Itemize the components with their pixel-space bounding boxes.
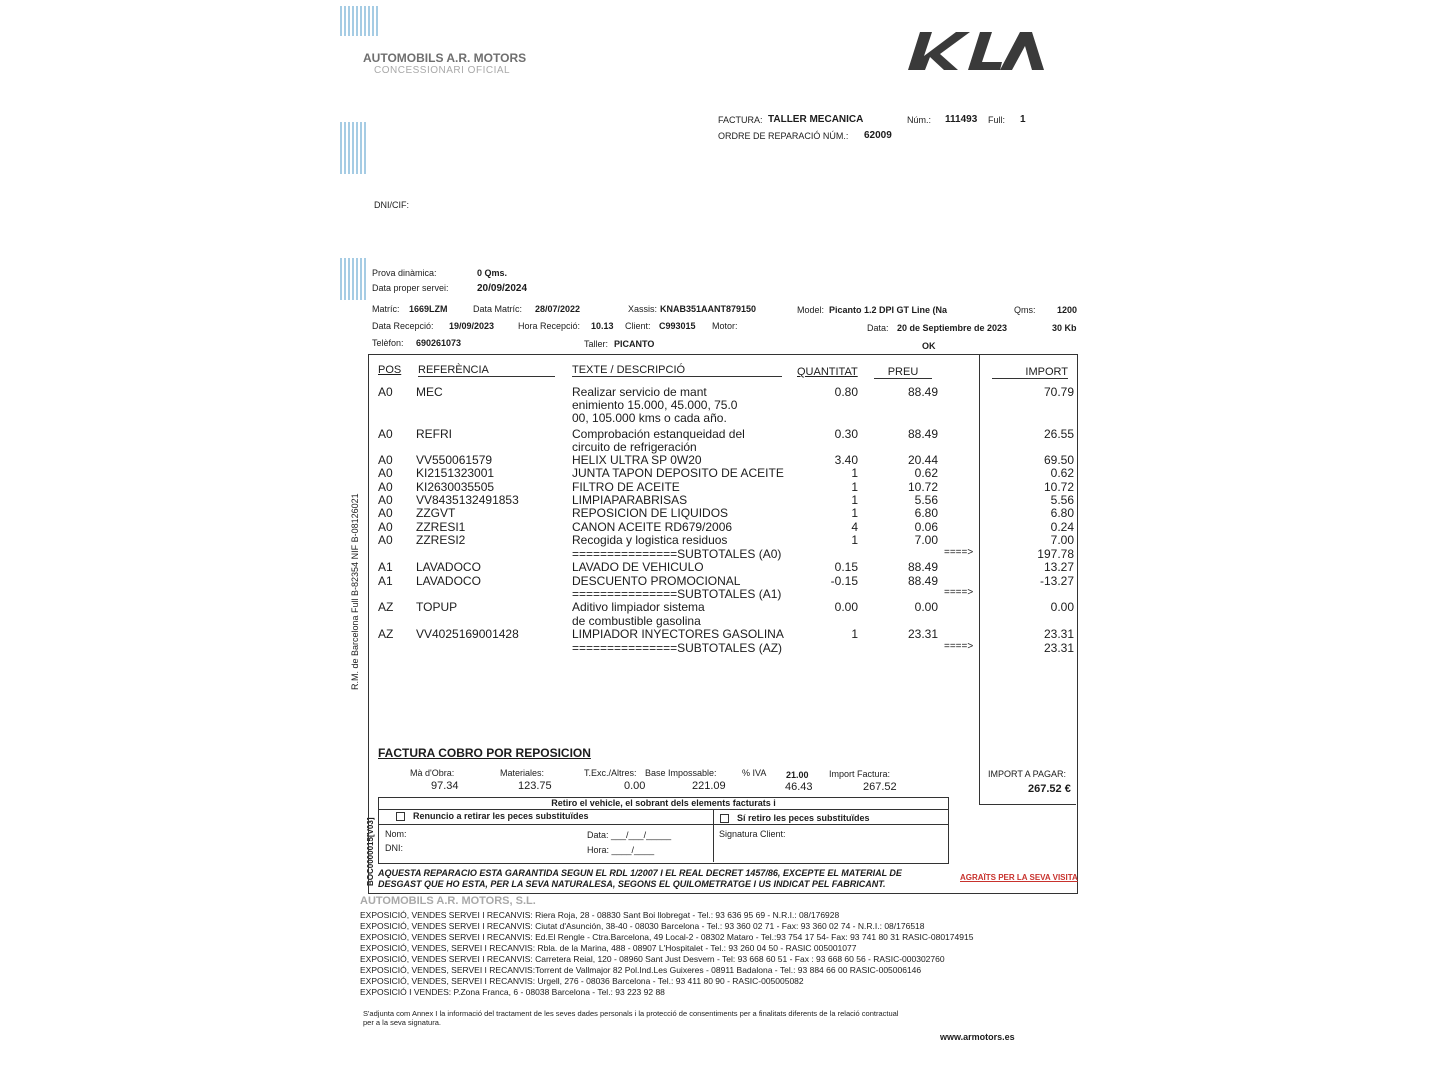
line-ref: KI2630035505 — [416, 480, 495, 494]
line-desc: Comprobación estanqueidad del — [572, 427, 745, 441]
line-desc: CANON ACEITE RD679/2006 — [572, 520, 733, 534]
matric-value: 1669LZM — [409, 304, 448, 314]
line-ref: VV8435132491853 — [416, 493, 519, 507]
footer-address-line: EXPOSICIÓ, VENDES, SERVEI I RECANVIS: Urgell, 276 - 08036 Barcelona - Tel.: 93 411 80 90 - RASIC-005005082 — [360, 976, 804, 986]
model-label: Model: — [797, 305, 825, 315]
order-value: 62009 — [864, 130, 892, 141]
line-price: 88.49 — [907, 574, 938, 588]
line-ref: LAVADOCO — [416, 560, 481, 574]
client-label: Client: — [625, 321, 651, 331]
line-imp: 0.62 — [1050, 466, 1074, 480]
line-imp: 0.24 — [1050, 520, 1074, 534]
telefon-value: 690261073 — [416, 338, 462, 348]
line-qty: 1 — [851, 466, 858, 480]
line-qty: 0.15 — [834, 560, 858, 574]
kia-logo — [904, 26, 1046, 74]
line-desc: LIMPIADOR INYECTORES GASOLINA — [572, 627, 784, 641]
line-ref: REFRI — [416, 427, 452, 441]
qms-value: 1200 — [1057, 305, 1078, 315]
line-desc: REPOSICION DE LIQUIDOS — [572, 506, 729, 520]
line-imp: 6.80 — [1050, 506, 1074, 520]
kb-value: 30 Kb — [1052, 323, 1077, 333]
dni-field-label: DNI: — [385, 843, 403, 853]
line-ref: VV4025169001428 — [416, 627, 519, 641]
line-pos: A1 — [378, 574, 393, 588]
prova-value: 0 Qms. — [477, 268, 508, 278]
date-label: Data: — [867, 323, 889, 333]
line-pos: A0 — [378, 466, 393, 480]
line-price: 88.49 — [907, 427, 938, 441]
retiro-date-field[interactable] — [587, 830, 671, 840]
line-desc: Realizar servicio de mant — [572, 385, 707, 399]
line-qty: 0.00 — [834, 600, 858, 614]
base-value: 221.09 — [692, 780, 726, 792]
line-desc: circuito de refrigeración — [572, 440, 697, 454]
line-pos: A0 — [378, 480, 393, 494]
line-desc: Recogida y logistica residuos — [572, 533, 728, 547]
registry-text: R.M. de Barcelona Full B-82354 NIF B-08126021 — [350, 493, 360, 690]
si-retiro-option[interactable] — [720, 813, 870, 823]
ok-value: OK — [922, 341, 936, 351]
footer-address-line: EXPOSICIÓ, VENDES SERVEI I RECANVIS: Carretera Reial, 120 - 08960 Sant Just Desvern - Tel: 93 668 60 51 - Fax : 93 668 60 56 - RASIC-000302760 — [360, 954, 945, 964]
line-price: 5.56 — [914, 493, 938, 507]
line-price: 7.00 — [914, 533, 938, 547]
iva-label: % IVA — [742, 768, 767, 778]
line-imp: 23.31 — [1043, 627, 1074, 641]
line-imp: 13.27 — [1043, 560, 1074, 574]
motor-label: Motor: — [712, 321, 738, 331]
line-desc: 00, 105.000 kms o cada año. — [572, 411, 727, 425]
line-qty: 1 — [851, 506, 858, 520]
line-price: 0.06 — [914, 520, 938, 534]
invoice-type-label: FACTURA: — [718, 115, 763, 125]
col-qty: QUANTITAT — [797, 366, 858, 378]
line-price: 20.44 — [907, 453, 938, 467]
guarantee-line-1: AQUESTA REPARACIO ESTA GARANTIDA SEGUN EL RDL 1/2007 I EL REAL DECRET 1457/86, EXCEPTE EL MATERIAL DE — [378, 868, 902, 878]
retiro-date-label: Data: — [587, 830, 609, 840]
scan-mark — [340, 6, 378, 36]
qms-label: Qms: — [1014, 305, 1036, 315]
invoice-num-label: Núm.: — [907, 115, 932, 125]
privacy-line-1: S'adjunta com Annex I la informació del tractament de les seves dades personals i la protecció de consentiments per a finalitats diferents de la relació contractual — [363, 1009, 899, 1018]
xassis-label: Xassis: — [628, 304, 658, 314]
line-desc: enimiento 15.000, 45.000, 75.0 — [572, 398, 738, 412]
texc-value: 0.00 — [624, 780, 646, 792]
line-imp: 7.00 — [1050, 533, 1074, 547]
line-pos: A0 — [378, 493, 393, 507]
footer-address-line: EXPOSICIÓ, VENDES SERVEI I RECANVIS: Ciutat d'Asunción, 38-40 - 08030 Barcelona - Tel.: 93 360 02 71 - Fax: 93 360 02 74 - N.R.I.: 08/176518 — [360, 921, 925, 931]
line-imp: 70.79 — [1043, 385, 1074, 399]
line-desc: DESCUENTO PROMOCIONAL — [572, 574, 741, 588]
si-retiro-checkbox[interactable] — [720, 814, 729, 823]
line-desc: ===============SUBTOTALES (AZ) — [572, 641, 783, 655]
line-qty: 1 — [851, 533, 858, 547]
line-price: 0.00 — [914, 600, 938, 614]
hora-label: Hora Recepció: — [518, 321, 581, 331]
retiro-divider — [378, 809, 948, 810]
line-price: 0.62 — [914, 466, 938, 480]
invoice-num-value: 111493 — [945, 114, 978, 125]
line-pos: AZ — [378, 600, 394, 614]
line-desc: ===============SUBTOTALES (A0) — [572, 547, 782, 561]
signature-label: Signatura Client: — [719, 829, 786, 839]
privacy-line-2: per a la seva signatura. — [363, 1018, 441, 1027]
import-factura-label: Import Factura: — [829, 769, 891, 779]
company-name: AUTOMOBILS A.R. MOTORS — [363, 51, 527, 65]
dni-label: DNI/CIF: — [374, 200, 409, 210]
line-imp: 197.78 — [1037, 547, 1074, 561]
line-price: 88.49 — [907, 385, 938, 399]
retiro-divider-2 — [378, 824, 948, 825]
line-ref: TOPUP — [416, 600, 458, 614]
telefon-label: Telèfon: — [372, 338, 404, 348]
si-retiro-label: Sí retiro les peces substituïdes — [737, 813, 870, 823]
line-price: 10.72 — [907, 480, 938, 494]
nom-label: Nom: — [385, 829, 407, 839]
client-value: C993015 — [659, 321, 696, 331]
texc-label: T.Exc./Altres: — [584, 768, 637, 778]
renuncio-option[interactable] — [396, 811, 589, 821]
line-qty: 4 — [851, 520, 858, 534]
retiro-date-blank: ___/___/_____ — [611, 830, 672, 840]
thanks-text: AGRAÏTS PER LA SEVA VISITA — [960, 873, 1078, 882]
ma-obra-value: 97.34 — [431, 780, 459, 792]
next-service-label: Data proper servei: — [372, 283, 449, 293]
data-matric-label: Data Matríc: — [473, 304, 523, 314]
line-desc: LAVADO DE VEHICULO — [572, 560, 704, 574]
line-desc: FILTRO DE ACEITE — [572, 480, 680, 494]
next-service-value: 20/09/2024 — [477, 283, 528, 294]
retiro-col-divider — [713, 809, 714, 862]
line-pos: A0 — [378, 533, 393, 547]
line-pos: A0 — [378, 427, 393, 441]
line-imp: 5.56 — [1050, 493, 1074, 507]
line-ref: VV550061579 — [416, 453, 493, 467]
data-matric-value: 28/07/2022 — [535, 304, 581, 314]
line-arrow: ====> — [944, 641, 974, 652]
model-value: Picanto 1.2 DPI GT Line (Na — [829, 305, 948, 315]
line-pos: AZ — [378, 627, 394, 641]
retiro-hour-field[interactable] — [587, 845, 654, 855]
renuncio-checkbox[interactable] — [396, 812, 405, 821]
iva-value: 46.43 — [785, 781, 813, 793]
materiales-value: 123.75 — [518, 780, 552, 792]
col-pos: POS — [378, 364, 402, 376]
footer-address-line: EXPOSICIÓ, VENDES SERVEI I RECANVIS: Ed.El Rengle - Ctra.Barcelona, 49 Local-2 - 08302 Mataro - Tel.:93 754 17 54- Fax: 93 741 80 31 RASIC-080174915 — [360, 932, 974, 942]
retiro-title: Retiro el vehicle, el sobrant dels elements facturats i — [551, 798, 776, 808]
import-pagar-label: IMPORT A PAGAR: — [988, 769, 1067, 779]
order-label: ORDRE DE REPARACIÓ NÚM.: — [718, 131, 849, 141]
line-pos: A1 — [378, 560, 393, 574]
line-price: 6.80 — [914, 506, 938, 520]
line-price: 88.49 — [907, 560, 938, 574]
import-factura-value: 267.52 — [863, 781, 897, 793]
line-qty: -0.15 — [830, 574, 858, 588]
footer-address-line: EXPOSICIÓ I VENDES: P.Zona Franca, 6 - 08038 Barcelona - Tel.: 93 223 92 88 — [360, 987, 665, 997]
line-qty: 0.30 — [834, 427, 858, 441]
footer-address-line: EXPOSICIÓ, VENDES, SERVEI I RECANVIS: Rbla. de la Marina, 488 - 08907 L'Hospitalet - Tel.: 93 260 04 50 - RASIC 005001077 — [360, 943, 857, 953]
line-imp: 23.31 — [1043, 641, 1074, 655]
taller-label: Taller: — [584, 339, 609, 349]
line-qty: 1 — [851, 627, 858, 641]
import-pagar-value: 267.52 € — [1028, 783, 1071, 795]
scan-mark — [340, 258, 366, 300]
hora-value: 10.13 — [591, 321, 614, 331]
recepcio-label: Data Recepció: — [372, 321, 434, 331]
line-desc: Aditivo limpiador sistema — [572, 600, 705, 614]
xassis-value: KNAB351AANT879150 — [660, 304, 757, 314]
line-qty: 3.40 — [834, 453, 858, 467]
line-ref: MEC — [416, 385, 443, 399]
website-link[interactable]: www.armotors.es — [940, 1032, 1015, 1042]
retiro-hour-blank: ____/____ — [611, 845, 655, 855]
footer-address-line: EXPOSICIÓ, VENDES, SERVEI I RECANVIS:Torrent de Vallmajor 82 Pol.Ind.Les Guixeres - 08911 Badalona - Tel.: 93 884 66 00 RASIC-005006146 — [360, 965, 922, 975]
line-price: 23.31 — [907, 627, 938, 641]
line-qty: 1 — [851, 480, 858, 494]
line-imp: -13.27 — [1039, 574, 1074, 588]
materiales-label: Materiales: — [500, 768, 545, 778]
matric-label: Matríc: — [372, 304, 400, 314]
footer-company: AUTOMOBILS A.R. MOTORS, S.L. — [360, 895, 536, 907]
col-desc: TEXTE / DESCRIPCIÓ — [572, 364, 782, 377]
line-desc: JUNTA TAPON DEPOSITO DE ACEITE — [572, 466, 784, 480]
line-ref: KI2151323001 — [416, 466, 495, 480]
invoice-type-value: TALLER MECANICA — [768, 114, 864, 125]
line-ref: ZZRESI2 — [416, 533, 466, 547]
line-pos: A0 — [378, 520, 393, 534]
col-ref: REFERÈNCIA — [418, 364, 555, 377]
iva-rate: 21.00 — [786, 770, 809, 780]
taller-value: PICANTO — [614, 339, 655, 349]
col-price: PREU — [874, 366, 932, 379]
line-imp: 10.72 — [1043, 480, 1074, 494]
line-desc: HELIX ULTRA SP 0W20 — [572, 453, 702, 467]
scan-mark — [340, 122, 366, 174]
line-pos: A0 — [378, 506, 393, 520]
line-arrow: ====> — [944, 547, 974, 558]
form-code: BOC0000015[V03] — [366, 817, 375, 886]
footer-address-line: EXPOSICIÓ, VENDES SERVEI I RECANVIS: Riera Roja, 28 - 08830 Sant Boi llobregat - Tel.: 93 636 95 69 - N.R.I.: 08/176928 — [360, 910, 840, 920]
line-pos: A0 — [378, 453, 393, 467]
line-imp: 26.55 — [1043, 427, 1074, 441]
date-value: 20 de Septiembre de 2023 — [897, 323, 1008, 333]
line-pos: A0 — [378, 385, 393, 399]
line-ref: LAVADOCO — [416, 574, 481, 588]
line-ref: ZZRESI1 — [416, 520, 466, 534]
base-label: Base Impossable: — [645, 768, 717, 778]
company-subtitle: CONCESSIONARI OFICIAL — [374, 65, 511, 76]
line-desc: ===============SUBTOTALES (A1) — [572, 587, 782, 601]
line-qty: 1 — [851, 493, 858, 507]
col-import: IMPORT — [992, 366, 1068, 379]
line-imp: 0.00 — [1050, 600, 1074, 614]
renuncio-label: Renuncio a retirar les peces substituïdes — [413, 811, 589, 821]
prova-label: Prova dinàmica: — [372, 268, 437, 278]
invoice-full-label: Full: — [988, 115, 1006, 125]
import-column-divider — [979, 355, 980, 805]
line-desc: de combustible gasolina — [572, 614, 701, 628]
ma-obra-label: Mà d'Obra: — [410, 768, 455, 778]
line-ref: ZZGVT — [416, 506, 456, 520]
summary-title: FACTURA COBRO POR REPOSICION — [378, 746, 591, 760]
invoice-full-value: 1 — [1020, 114, 1026, 125]
import-column-bottom — [979, 804, 1076, 805]
line-qty: 0.80 — [834, 385, 858, 399]
line-arrow: ====> — [944, 587, 974, 598]
guarantee-line-2: DESGAST QUE HO ESTA, PER LA SEVA NATURALESA, SEGONS EL QUILOMETRATGE I US INDICAT PEL FABRICANT. — [378, 879, 886, 889]
line-imp: 69.50 — [1043, 453, 1074, 467]
recepcio-value: 19/09/2023 — [449, 321, 495, 331]
retiro-hour-label: Hora: — [587, 845, 610, 855]
line-desc: LIMPIAPARABRISAS — [572, 493, 688, 507]
